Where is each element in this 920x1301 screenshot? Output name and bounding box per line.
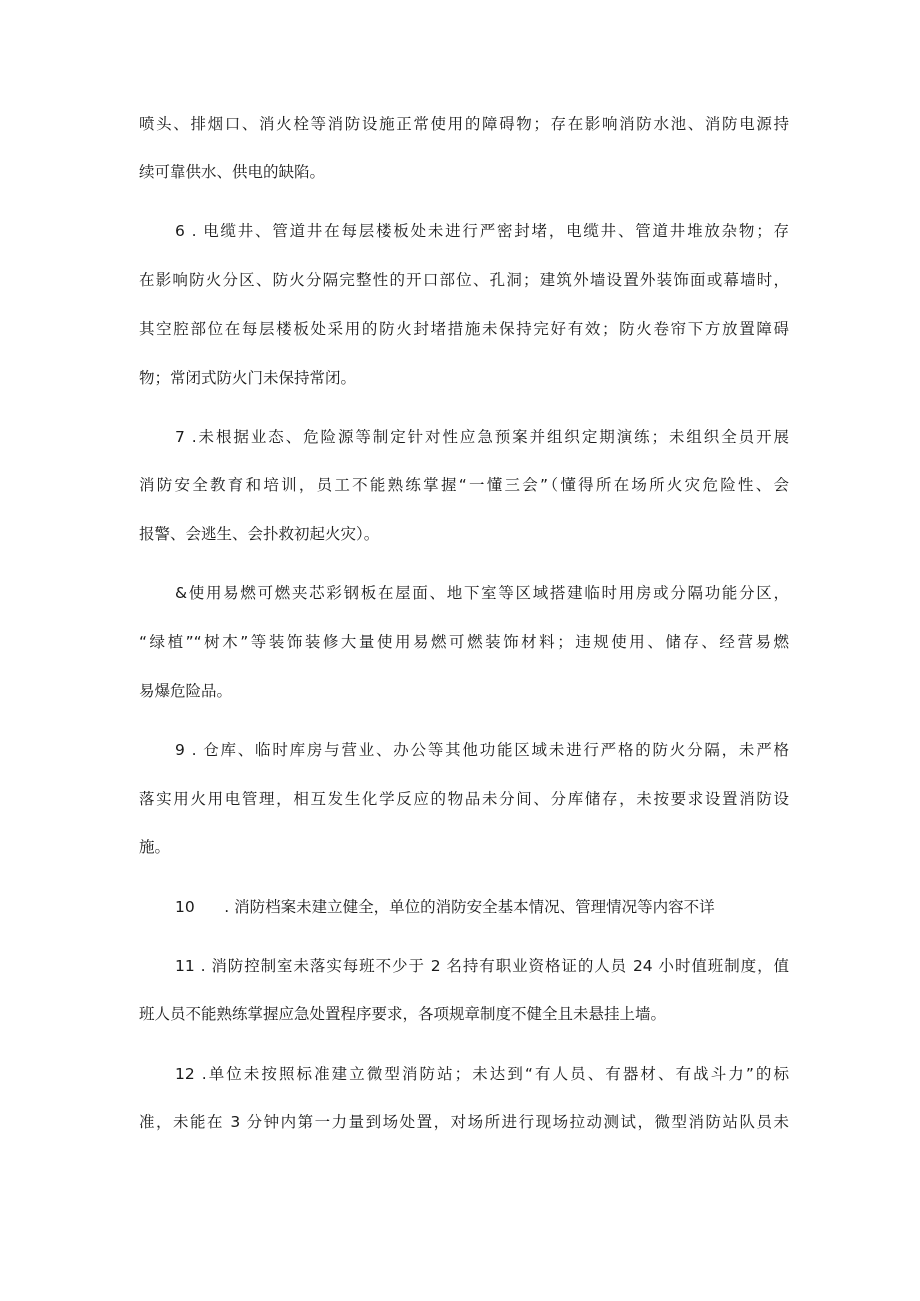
text-line: “绿植”“树木”等装饰装修大量使用易燃可燃装饰材料；违规使用、储存、经营易燃 [139, 633, 789, 651]
text-line: 7 .未根据业态、危险源等制定针对性应急预案并组织定期演练；未组织全员开展 [175, 428, 789, 446]
text-line: 易爆危险品。 [139, 682, 233, 700]
text-line: 10 . 消防档案未建立健全，单位的消防安全基本情况、管理情况等内容不详 [175, 898, 715, 916]
text-line: 12 .单位未按照标准建立微型消防站；未达到“有人员、有器材、有战斗力”的标 [175, 1065, 789, 1083]
text-line: 11 . 消防控制室未落实每班不少于 2 名持有职业资格证的人员 24 小时值班制度，值 [175, 957, 789, 975]
text-line: 其空腔部位在每层楼板处采用的防火封堵措施未保持完好有效；防火卷帘下方放置障碍 [139, 320, 789, 338]
text-line: 喷头、排烟口、消火栓等消防设施正常使用的障碍物；存在影响消防水池、消防电源持 [139, 115, 789, 133]
text-line: &使用易燃可燃夹芯彩钢板在屋面、地下室等区域搭建临时用房或分隔功能分区， [175, 584, 789, 602]
text-line: 9 . 仓库、临时库房与营业、办公等其他功能区域未进行严格的防火分隔，未严格 [175, 741, 789, 759]
text-line: 消防安全教育和培训，员工不能熟练掌握“一懂三会”（懂得所在场所火灾危险性、会 [139, 476, 789, 494]
text-line: 施。 [139, 838, 171, 856]
text-line: 班人员不能熟练掌握应急处置程序要求，各项规章制度不健全且未悬挂上墙。 [139, 1005, 667, 1023]
text-line: 落实用火用电管理，相互发生化学反应的物品未分间、分库储存，未按要求设置消防设 [139, 790, 789, 808]
text-line: 准，未能在 3 分钟内第一力量到场处置，对场所进行现场拉动测试，微型消防站队员未 [139, 1113, 789, 1131]
text-line: 6 . 电缆井、管道井在每层楼板处未进行严密封堵，电缆井、管道井堆放杂物；存 [175, 222, 789, 240]
text-line: 物；常闭式防火门未保持常闭。 [139, 369, 357, 387]
text-line: 续可靠供水、供电的缺陷。 [139, 163, 326, 181]
text-line: 在影响防火分区、防火分隔完整性的开口部位、孔洞；建筑外墙设置外装饰面或幕墙时， [139, 271, 789, 289]
text-line: 报警、会逃生、会扑救初起火灾）。 [139, 525, 380, 543]
